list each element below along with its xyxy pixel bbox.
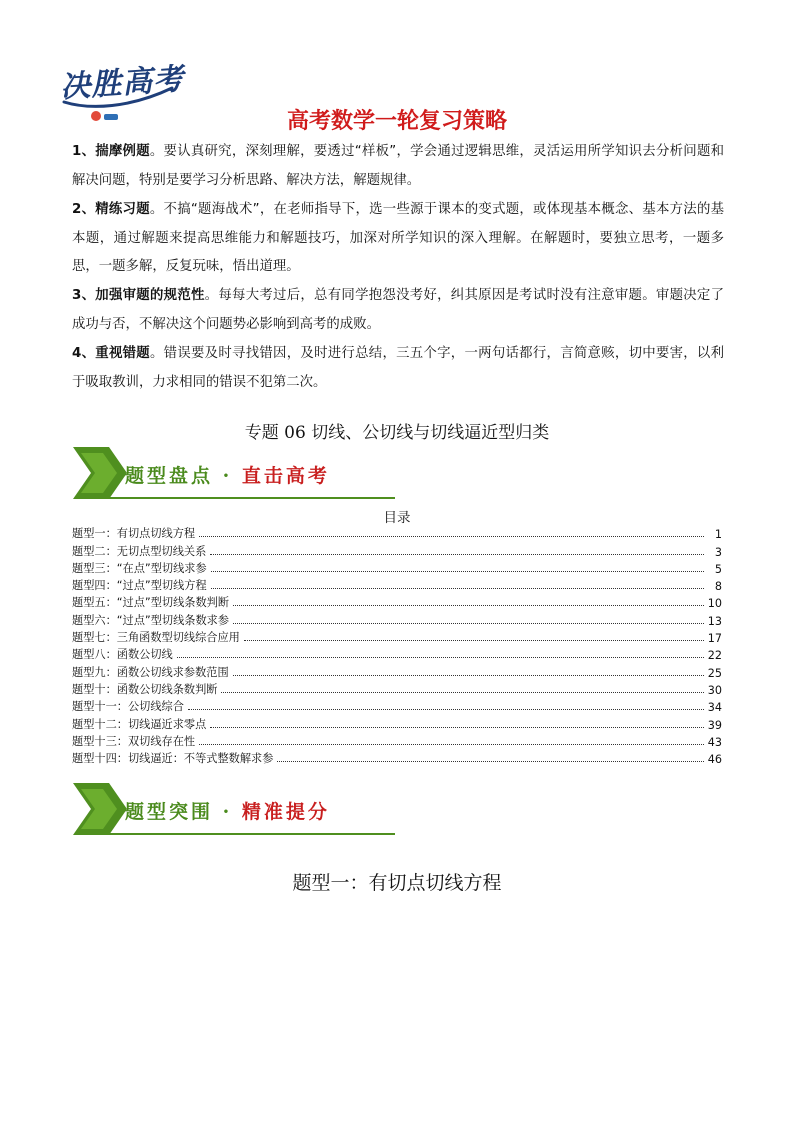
strategy-heading: 4、重视错题 [72, 346, 150, 361]
banner-title-sep: · [222, 465, 233, 487]
toc-entry-page: 39 [707, 718, 722, 732]
toc-entry-label: 题型十一：公切线综合 [72, 700, 184, 714]
toc-leader-dots [244, 640, 704, 641]
toc-leader-dots [221, 692, 703, 693]
toc-entry[interactable] [72, 593, 722, 610]
banner-title-part1: 题型突围 [125, 801, 214, 823]
section-title: 专题 06 切线、公切线与切线逼近型归类 [244, 423, 550, 443]
toc-leader-dots [210, 727, 703, 728]
toc-entry[interactable] [72, 628, 722, 645]
strategy-item-3 [72, 282, 724, 339]
toc-leader-dots [211, 588, 704, 589]
toc-entry-page: 1 [714, 528, 722, 542]
toc-entry[interactable] [72, 662, 722, 679]
toc-entry-label: 题型四：“过点”型切线方程 [72, 579, 207, 593]
toc-entry[interactable] [72, 524, 722, 541]
strategy-heading: 3、加强审题的规范性 [72, 288, 205, 303]
toc-entry-label: 题型七：三角函数型切线综合应用 [72, 631, 240, 645]
logo-text: 决胜高考 [59, 61, 186, 106]
toc-entry-page: 10 [707, 597, 722, 611]
toc-leader-dots [188, 709, 704, 710]
strategy-heading: 2、精练习题 [72, 202, 150, 217]
toc-entry-page: 17 [707, 632, 722, 646]
toc-entry-page: 30 [707, 683, 722, 697]
toc-title: 目录 [383, 510, 411, 526]
toc-leader-dots [233, 623, 704, 624]
toc-entry-label: 题型十：函数公切线条数判断 [72, 682, 218, 696]
strategy-item-1 [72, 138, 724, 195]
main-title: 高考数学一轮复习策略 [286, 109, 507, 134]
toc-entry[interactable] [72, 732, 722, 749]
toc-entry-page: 5 [714, 562, 722, 576]
toc-entry-page: 34 [707, 701, 722, 715]
toc-entry[interactable] [72, 576, 722, 593]
strategy-body: 。每每大考过后，总有同学抱怨没考好，纠其原因是考试时没有注意审题。审题决定了成功与否，不解决这个问题势必影响到高考的成败。 [72, 288, 724, 332]
toc-entry-label: 题型六：“过点”型切线条数求参 [72, 613, 230, 627]
toc-entry[interactable] [72, 541, 722, 558]
toc-leader-dots [199, 536, 704, 537]
toc-entry-label: 题型十四：切线逼近：不等式整数解求参 [72, 752, 274, 766]
toc-entry-page: 43 [707, 735, 722, 749]
strategy-body: 。要认真研究，深刻理解，要透过“样板”，学会通过逻辑思维，灵活运用所学知识去分析问题和解决问题，特别是要学习分析思路、解决方法，解题规律。 [72, 144, 724, 188]
strategy-heading: 1、揣摩例题 [72, 144, 150, 159]
banner-title-part2: 精准提分 [241, 801, 330, 823]
toc-leader-dots [210, 554, 704, 555]
type-heading: 题型一：有切点切线方程 [292, 872, 502, 894]
strategy-item-4 [72, 340, 724, 397]
strategy-item-2 [72, 196, 724, 282]
toc-entry-page: 8 [714, 580, 722, 594]
toc-leader-dots [177, 657, 704, 658]
toc-entry[interactable] [72, 610, 722, 627]
toc-entry-page: 3 [714, 545, 722, 559]
toc-entry-page: 46 [707, 753, 722, 767]
toc-leader-dots [233, 675, 704, 676]
banner-breakthrough [73, 783, 403, 843]
banner-title-part1: 题型盘点 [125, 465, 214, 487]
toc-entry-page: 22 [707, 649, 722, 663]
toc-entry[interactable] [72, 559, 722, 576]
toc-entry-label: 题型五：“过点”型切线条数判断 [72, 596, 230, 610]
banner-title [125, 461, 330, 488]
toc-leader-dots [199, 744, 704, 745]
toc-entry[interactable] [72, 680, 722, 697]
banner-title [125, 797, 330, 824]
toc-entry[interactable] [72, 697, 722, 714]
toc-entry[interactable] [72, 714, 722, 731]
toc-entry-label: 题型三：“在点”型切线求参 [72, 561, 207, 575]
toc-entry-label: 题型十二：切线逼近求零点 [72, 717, 207, 731]
toc-leader-dots [277, 761, 703, 762]
toc-entry-label: 题型十三：双切线存在性 [72, 734, 196, 748]
toc-entry-page: 25 [707, 666, 722, 680]
strategy-body: 。错误要及时寻找错因，及时进行总结，三五个字，一两句话都行，言简意赅，切中要害，以利于吸取教训，力求相同的错误不犯第二次。 [72, 346, 725, 390]
table-of-contents [72, 524, 722, 766]
toc-leader-dots [211, 571, 704, 572]
toc-entry[interactable] [72, 645, 722, 662]
banner-title-part2: 直击高考 [241, 465, 330, 487]
toc-entry-label: 题型八：函数公切线 [72, 648, 173, 662]
toc-entry-label: 题型二：无切点型切线关系 [72, 544, 207, 558]
toc-leader-dots [233, 605, 704, 606]
toc-entry-page: 13 [707, 614, 722, 628]
toc-entry[interactable] [72, 749, 722, 766]
toc-entry-label: 题型九：函数公切线求参数范围 [72, 665, 229, 679]
banner-overview [73, 447, 403, 507]
banner-title-sep: · [222, 801, 233, 823]
strategy-body: 。不搞“题海战术”，在老师指导下，选一些源于课本的变式题，或体现基本概念、基本方法的基本题，通过解题来提高思维能力和解题技巧，加深对所学知识的深入理解。在解题时，要独立思考，一题多思，一题多解，反复玩味，悟出道理。 [72, 202, 724, 274]
toc-entry-label: 题型一：有切点切线方程 [72, 527, 196, 541]
